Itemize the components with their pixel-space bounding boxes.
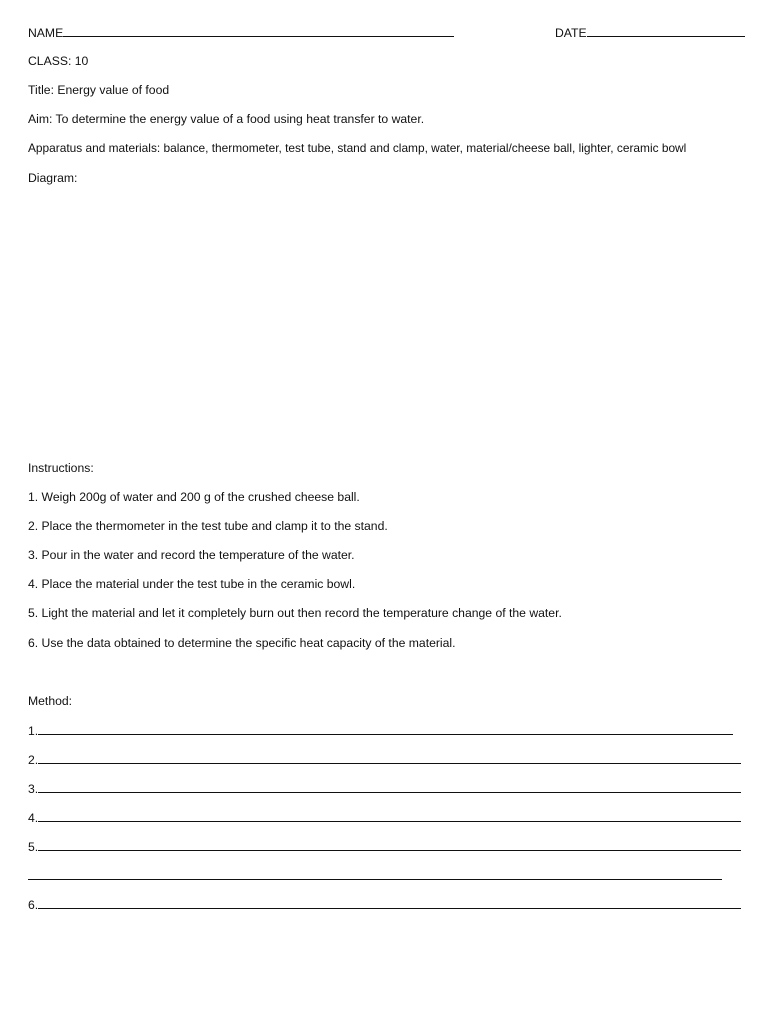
- diagram-area: [28, 190, 738, 450]
- method-number: 3.: [28, 782, 39, 796]
- method-line: [28, 867, 743, 883]
- method-answer-field[interactable]: [38, 722, 733, 735]
- method-answer-field[interactable]: [38, 780, 741, 793]
- method-answer-field[interactable]: [38, 751, 741, 764]
- instruction-item: 6. Use the data obtained to determine the specific heat capacity of the material.: [28, 636, 456, 650]
- instruction-item: 4. Place the material under the test tube in the ceramic bowl.: [28, 577, 356, 591]
- name-row: [28, 24, 743, 40]
- method-line: [28, 751, 743, 767]
- method-heading: Method:: [28, 694, 73, 708]
- method-number: 4.: [28, 811, 39, 825]
- instruction-item: 1. Weigh 200g of water and 200 g of the crushed cheese ball.: [28, 490, 360, 504]
- method-number: 2.: [28, 753, 39, 767]
- name-field[interactable]: [63, 24, 454, 37]
- method-answer-field[interactable]: [38, 809, 741, 822]
- instruction-item: 2. Place the thermometer in the test tube and clamp it to the stand.: [28, 519, 388, 533]
- class-line: CLASS: 10: [28, 54, 89, 68]
- method-number: 6.: [28, 898, 39, 912]
- title-line: Title: Energy value of food: [28, 83, 170, 97]
- aim-line: Aim: To determine the energy value of a food using heat transfer to water.: [28, 112, 425, 126]
- method-line: [28, 780, 743, 796]
- method-line: [28, 722, 743, 738]
- name-label: NAME: [28, 26, 64, 40]
- method-line: [28, 896, 743, 912]
- method-answer-field[interactable]: [38, 896, 741, 909]
- diagram-label: Diagram:: [28, 171, 78, 185]
- date-field[interactable]: [587, 24, 745, 37]
- instruction-item: 5. Light the material and let it completely burn out then record the temperature change of the water.: [28, 606, 562, 620]
- instruction-item: 3. Pour in the water and record the temperature of the water.: [28, 548, 355, 562]
- method-answer-field[interactable]: [38, 838, 741, 851]
- apparatus-line: Apparatus and materials: balance, thermometer, test tube, stand and clamp, water, material/cheese ball, lighter, ceramic bowl: [28, 141, 687, 155]
- method-number: 1.: [28, 724, 39, 738]
- method-line: [28, 809, 743, 825]
- instructions-heading: Instructions:: [28, 461, 94, 475]
- method-number: 5.: [28, 840, 39, 854]
- method-line: [28, 838, 743, 854]
- method-answer-field[interactable]: [28, 867, 722, 880]
- date-row: [555, 24, 745, 41]
- date-label: DATE: [555, 26, 587, 40]
